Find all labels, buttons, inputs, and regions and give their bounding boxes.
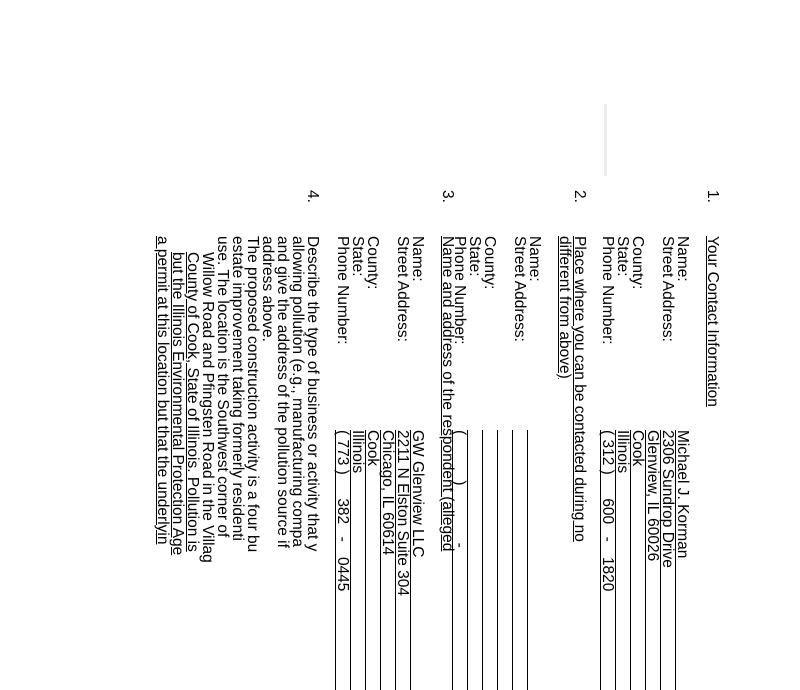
respondent-phone-label: Phone Number: — [334, 236, 351, 345]
respondent-city-field[interactable]: Chicago, IL 60614 — [380, 430, 395, 690]
contact-state-row — [615, 236, 630, 277]
contact-state-field[interactable]: Illinois — [615, 430, 630, 690]
respondent-state-label: State: — [349, 236, 366, 277]
respondent-phone-line: 0445 — [334, 556, 351, 592]
contact-phone-prefix: 600 — [599, 498, 616, 525]
contact-street-row — [660, 236, 675, 342]
contact-name-label: Name: — [674, 236, 691, 282]
respondent-phone-sep: - — [334, 536, 351, 542]
alt-county-field[interactable] — [482, 430, 497, 690]
alt-street-field[interactable] — [512, 430, 527, 690]
section-2-title-line2: different from above) — [556, 236, 573, 379]
section-4-answer-line5[interactable]: County of Cook, State of Illinois. Pollution is — [184, 252, 201, 552]
alt-phone-sep: - — [451, 542, 468, 548]
contact-city-field[interactable]: Glenview, IL 60026 — [645, 430, 660, 690]
alt-phone-label: Phone Number: — [451, 236, 468, 345]
section-1-number: 1. — [704, 190, 721, 203]
respondent-street-label: Street Address: — [394, 236, 411, 342]
section-4-prompt-line1: Describe the type of business or activity that y — [304, 236, 321, 552]
alt-name-label: Name: — [526, 236, 543, 282]
section-4-answer-line1[interactable]: The proposed construction activity is a four bu — [244, 236, 261, 553]
contact-phone-row — [600, 236, 615, 345]
respondent-phone-field[interactable] — [335, 430, 350, 591]
respondent-street-field[interactable]: 2211 N Elston Suite 304 — [395, 430, 410, 690]
respondent-name-label: Name: — [409, 236, 426, 282]
alt-phone-open: ( — [451, 430, 468, 436]
alt-city-field[interactable] — [497, 430, 512, 690]
contact-state-label: State: — [614, 236, 631, 277]
contact-street-label: Street Address: — [659, 236, 676, 342]
contact-phone-label: Phone Number: — [599, 236, 616, 345]
contact-county-label: County: — [629, 236, 646, 290]
section-2-title-line1: Place where you can be contacted during no — [571, 236, 588, 542]
contact-phone-line: 1820 — [599, 556, 616, 592]
section-4-answer-line3[interactable]: use. The location is the Southwest corner of — [214, 236, 231, 538]
section-4-number: 4. — [304, 190, 321, 203]
section-1-title: Your Contact Information — [704, 236, 721, 407]
contact-phone-area: ( 312 ) — [599, 430, 616, 475]
alt-state-field[interactable] — [467, 430, 482, 690]
section-4-answer-line4[interactable]: Willow Road and Pfingsten Road in the Villag — [199, 252, 216, 563]
section-4-prompt-line2: allowing pollution (e.g., manufacturing compa — [289, 236, 306, 548]
contact-county-row — [630, 236, 645, 289]
complaint-form-sheet — [154, 190, 721, 650]
section-3-number: 3. — [439, 190, 456, 203]
respondent-county-field[interactable]: Cook — [365, 430, 380, 690]
respondent-county-label: County: — [364, 236, 381, 290]
scan-artifact — [604, 104, 607, 176]
alt-state-label: State: — [466, 236, 483, 277]
alt-street-label: Street Address: — [511, 236, 528, 342]
respondent-state-field[interactable]: Illinois — [350, 430, 365, 690]
contact-name-field[interactable]: Michael J. Korman — [675, 430, 690, 690]
contact-street-field[interactable]: 2306 Sundrop Drive — [660, 430, 675, 690]
contact-name-row — [675, 236, 690, 282]
contact-county-field[interactable]: Cook — [630, 430, 645, 690]
alt-county-label: County: — [481, 236, 498, 290]
section-4-answer-line2[interactable]: estate improvement taking formerly residenti — [229, 236, 246, 541]
contact-phone-sep: - — [599, 536, 616, 542]
section-2-number: 2. — [571, 190, 588, 203]
section-3-title: Name and address of the respondent (alleged — [439, 236, 456, 552]
section-4-answer-line6[interactable]: but the Illinois Environmental Protection Age — [169, 252, 186, 556]
alt-phone-close: ) — [451, 480, 468, 486]
alt-name-field[interactable] — [527, 430, 542, 690]
section-4-prompt-line4: address above. — [259, 236, 276, 342]
contact-phone-field[interactable] — [600, 430, 615, 591]
section-4-answer-line7[interactable]: a permit at this location but that the underlyin — [154, 236, 171, 545]
respondent-phone-area: ( 773 ) — [334, 430, 351, 475]
respondent-name-field[interactable]: GW Glenview LLC — [410, 430, 425, 690]
section-4-prompt-line3: and give the address of the pollution source if — [274, 236, 291, 548]
respondent-phone-prefix: 382 — [334, 498, 351, 525]
